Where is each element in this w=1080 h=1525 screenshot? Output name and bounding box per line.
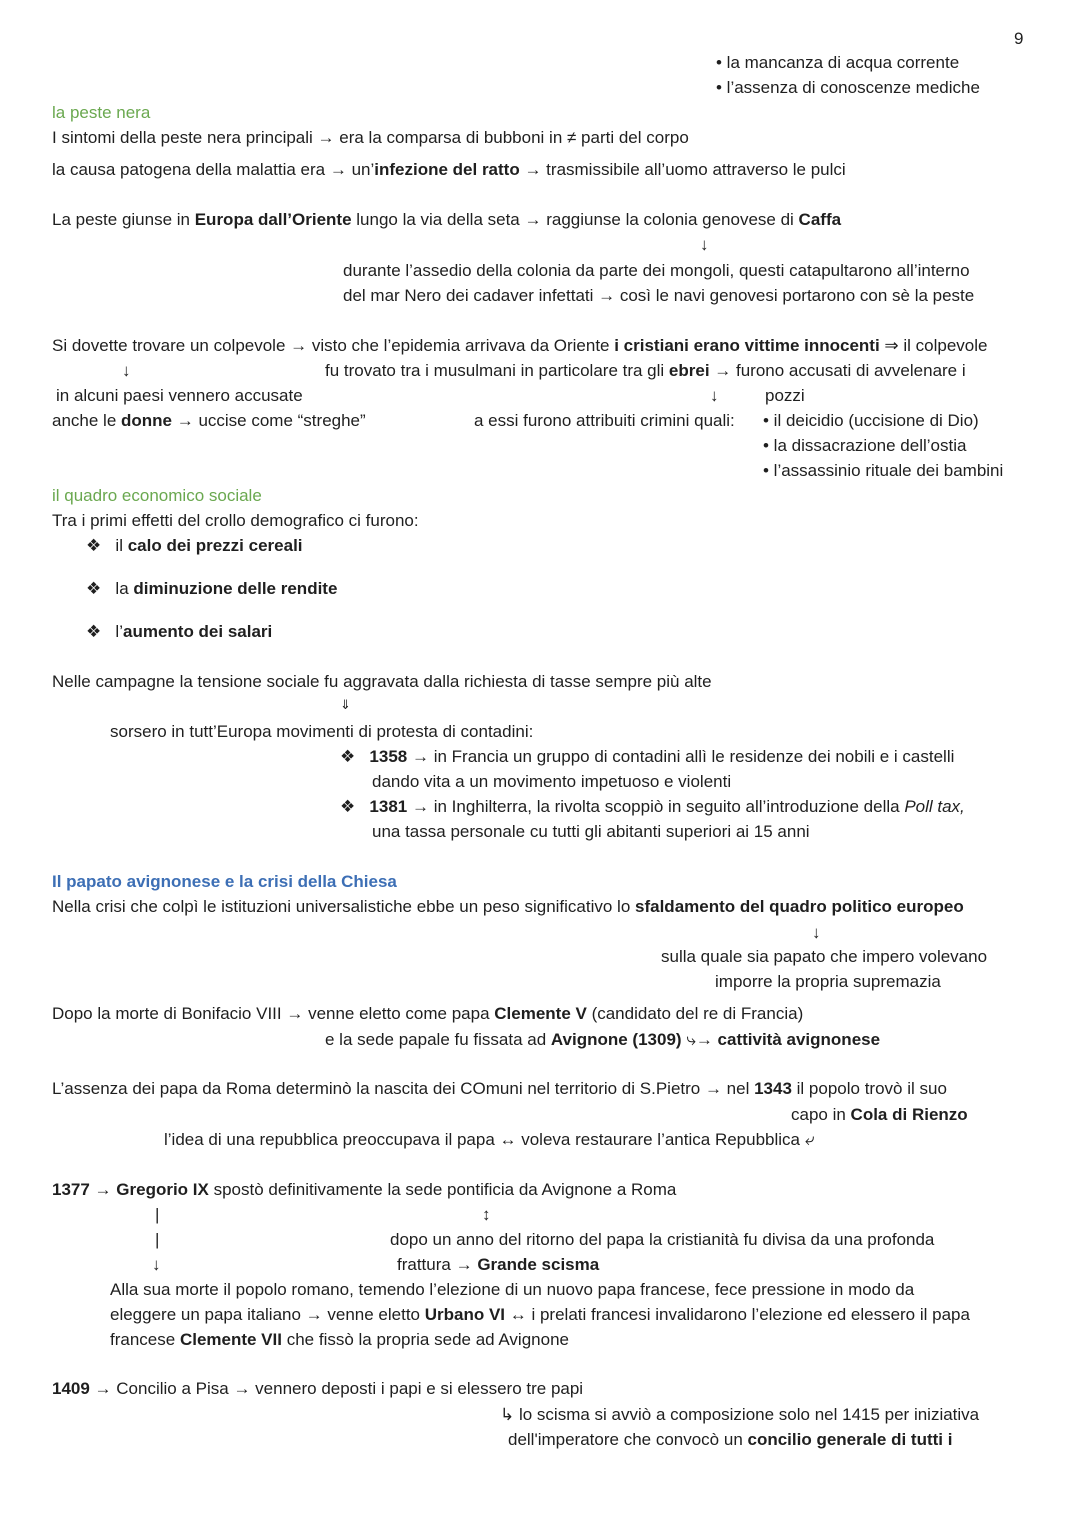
- arrow-updown-icon: ↕: [482, 1205, 491, 1224]
- section-heading: Il papato avignonese e la crisi della Chiesa: [52, 872, 397, 891]
- list-item: ❖ la diminuzione delle rendite: [86, 579, 338, 598]
- diamond-bullet-icon: ❖: [340, 797, 356, 816]
- list-item: • l’assenza di conoscenze mediche: [716, 78, 980, 97]
- list-item: • l’assassinio rituale dei bambini: [763, 461, 1004, 480]
- arrow-down-icon: ↓: [812, 923, 821, 942]
- list-item: ❖ 1358 → in Francia un gruppo di contadini allì le residenze dei nobili e i castelli: [340, 747, 955, 766]
- diamond-bullet-icon: ❖: [86, 579, 102, 598]
- section-heading: la peste nera: [52, 103, 151, 122]
- paragraph: Nella crisi che colpì le istituzioni universalistiche ebbe un peso significativo lo sfaldamento del quadro politico europeo: [52, 897, 964, 916]
- paragraph: dell'imperatore che convocò un concilio generale di tutti i: [508, 1430, 953, 1449]
- vertical-line: |: [155, 1230, 160, 1249]
- paragraph: francese Clemente VII che fissò la propria sede ad Avignone: [110, 1330, 569, 1349]
- paragraph: La peste giunse in Europa dall’Oriente lungo la via della seta → raggiunse la colonia genovese di Caffa: [52, 210, 842, 229]
- arrow-down-icon: ↓: [710, 386, 719, 405]
- paragraph: Dopo la morte di Bonifacio VIII → venne eletto come papa Clemente V (candidato del re di Francia): [52, 1004, 804, 1023]
- paragraph: 1377 → Gregorio IX spostò definitivamente la sede pontificia da Avignone a Roma: [52, 1180, 677, 1199]
- paragraph: frattura → Grande scisma: [397, 1255, 600, 1274]
- paragraph: del mar Nero dei cadaver infettati → così le navi genovesi portarono con sè la peste: [343, 286, 975, 305]
- paragraph: Alla sua morte il popolo romano, temendo l’elezione di un nuovo papa francese, fece pressione in modo da: [110, 1280, 915, 1299]
- vertical-line: |: [155, 1205, 160, 1224]
- page-number: 9: [1014, 29, 1024, 48]
- paragraph: 1409 → Concilio a Pisa → vennero deposti i papi e si elessero tre papi: [52, 1379, 584, 1398]
- section-heading: il quadro economico sociale: [52, 486, 262, 505]
- diamond-bullet-icon: ❖: [340, 747, 356, 766]
- paragraph: in alcuni paesi vennero accusate: [56, 386, 303, 405]
- list-item: • la mancanza di acqua corrente: [716, 53, 960, 72]
- paragraph: la causa patogena della malattia era → un’infezione del ratto → trasmissibile all’uomo attraverso le pulci: [52, 160, 846, 179]
- paragraph: durante l’assedio della colonia da parte dei mongoli, questi catapultarono all’interno: [343, 261, 970, 280]
- paragraph: I sintomi della peste nera principali → era la comparsa di bubboni in ≠ parti del corpo: [52, 128, 689, 147]
- list-item: • il deicidio (uccisione di Dio): [763, 411, 979, 430]
- diamond-bullet-icon: ❖: [86, 622, 102, 641]
- list-item: • la dissacrazione dell’ostia: [763, 436, 967, 455]
- paragraph: e la sede papale fu fissata ad Avignone (1309) ⤷→ cattività avignonese: [325, 1030, 881, 1049]
- paragraph: sulla quale sia papato che impero volevano: [661, 947, 988, 966]
- paragraph: pozzi: [765, 386, 805, 405]
- list-item: ❖ il calo dei prezzi cereali: [86, 536, 303, 555]
- diamond-bullet-icon: ❖: [86, 536, 102, 555]
- paragraph: ↳ lo scisma si avviò a composizione solo nel 1415 per iniziativa: [500, 1405, 980, 1424]
- paragraph: Tra i primi effetti del crollo demografico ci furono:: [52, 511, 419, 530]
- paragraph: Nelle campagne la tensione sociale fu aggravata dalla richiesta di tasse sempre più alte: [52, 672, 712, 691]
- paragraph: a essi furono attribuiti crimini quali:: [474, 411, 735, 430]
- list-item: ❖ l’aumento dei salari: [86, 622, 273, 641]
- paragraph: sorsero in tutt’Europa movimenti di protesta di contadini:: [110, 722, 534, 741]
- arrow-down-icon: ↓: [700, 235, 709, 254]
- paragraph: fu trovato tra i musulmani in particolare tra gli ebrei → furono accusati di avvelenare i: [325, 361, 966, 380]
- paragraph: Si dovette trovare un colpevole → visto che l’epidemia arrivava da Oriente i cristiani erano vittime innocenti ⇒ il colpevole: [52, 336, 988, 355]
- list-item: ❖ 1381 → in Inghilterra, la rivolta scoppiò in seguito all’introduzione della Poll tax,: [340, 797, 965, 816]
- paragraph: capo in Cola di Rienzo: [791, 1105, 968, 1124]
- arrow-down-icon: ↓: [152, 1255, 161, 1274]
- paragraph: dando vita a un movimento impetuoso e violenti: [372, 772, 732, 791]
- double-arrow-down-icon: ⇓: [340, 697, 351, 712]
- paragraph: anche le donne → uccise come “streghe”: [52, 411, 366, 430]
- paragraph: L’assenza dei papa da Roma determinò la nascita dei COmuni nel territorio di S.Pietro → nel 1343 il popolo trovò il suo: [52, 1079, 947, 1098]
- paragraph: l’idea di una repubblica preoccupava il papa ↔ voleva restaurare l’antica Repubblica ⤶: [164, 1130, 815, 1149]
- paragraph: eleggere un papa italiano → venne eletto Urbano VI ↔ i prelati francesi invalidarono l’elezione ed elessero il papa: [110, 1305, 970, 1324]
- paragraph: una tassa personale cu tutti gli abitanti superiori ai 15 anni: [372, 822, 810, 841]
- paragraph: dopo un anno del ritorno del papa la cristianità fu divisa da una profonda: [390, 1230, 935, 1249]
- arrow-down-icon: ↓: [122, 361, 131, 380]
- paragraph: imporre la propria supremazia: [715, 972, 941, 991]
